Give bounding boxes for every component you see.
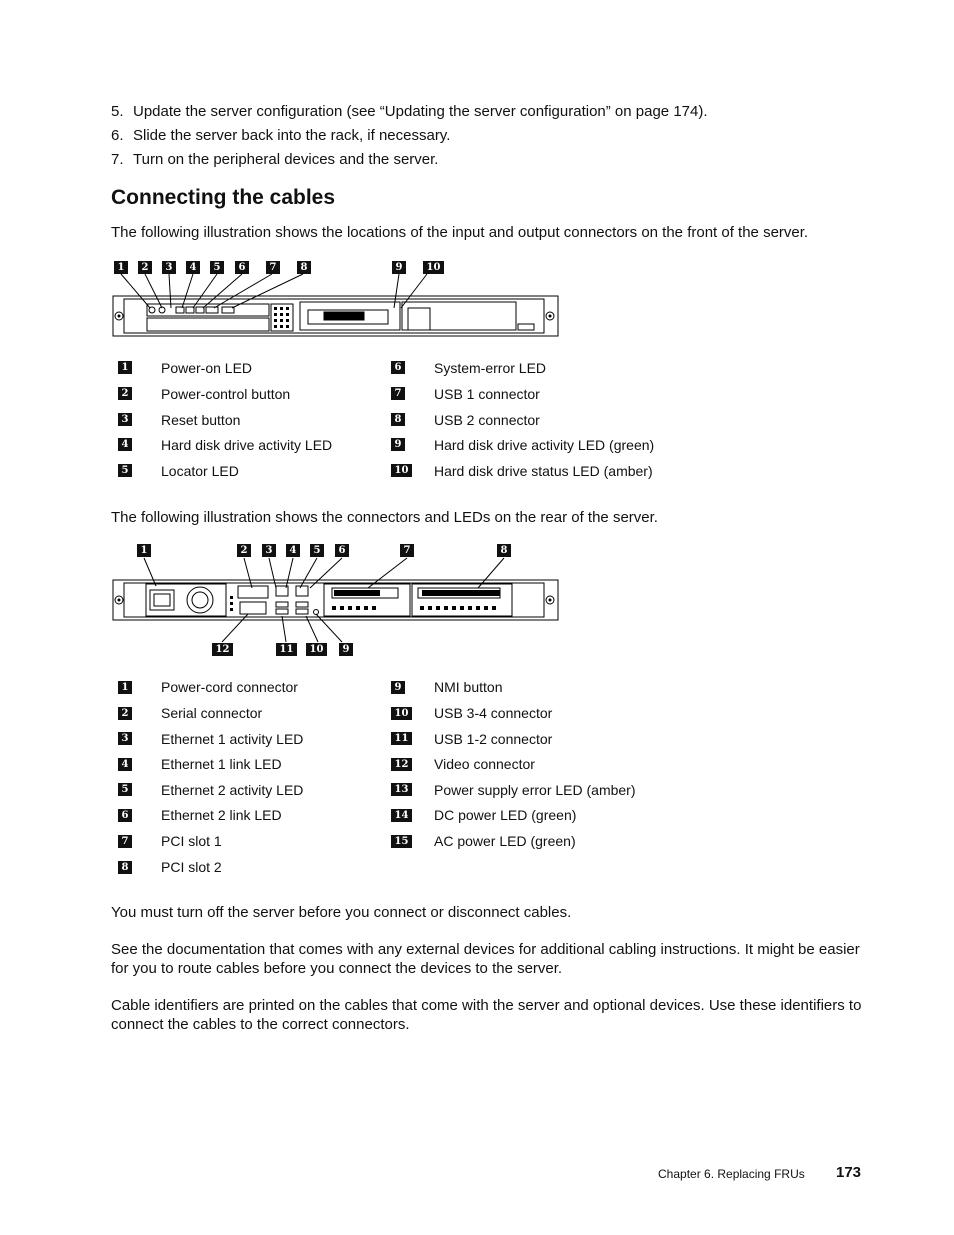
- rear-callout-6: 6: [335, 544, 349, 557]
- front-legend-label: Power-on LED: [161, 360, 253, 376]
- front-legend-badge: 9: [391, 438, 405, 451]
- front-callout-7: 7: [266, 261, 280, 274]
- rear-callout-5: 5: [310, 544, 324, 557]
- rear-callout-4: 4: [286, 544, 300, 557]
- rear-legend-label: NMI button: [434, 679, 503, 695]
- rear-legend-badge: 8: [118, 861, 132, 874]
- rear-legend-label: Power supply error LED (amber): [434, 782, 636, 798]
- rear-callout-12: 12: [212, 643, 233, 656]
- rear-legend-label: Video connector: [434, 756, 535, 772]
- front-callout-5: 5: [210, 261, 224, 274]
- front-legend-badge: 4: [118, 438, 132, 451]
- front-callout-2: 2: [138, 261, 152, 274]
- paragraph-turn-off: You must turn off the server before you connect or disconnect cables.: [111, 904, 572, 921]
- rear-legend-label: Ethernet 1 link LED: [161, 756, 282, 772]
- front-legend-badge: 6: [391, 361, 405, 374]
- front-callout-1: 1: [114, 261, 128, 274]
- rear-callout-9: 9: [339, 643, 353, 656]
- front-legend-label: Hard disk drive status LED (amber): [434, 463, 653, 479]
- rear-callout-2: 2: [237, 544, 251, 557]
- rear-legend-label: Ethernet 1 activity LED: [161, 731, 304, 747]
- rear-panel-illustration: [110, 556, 562, 644]
- rear-legend-badge: 7: [118, 835, 132, 848]
- step-7: 7. Turn on the peripheral devices and the server.: [111, 151, 439, 168]
- rear-legend-label: Power-cord connector: [161, 679, 298, 695]
- front-callout-10: 10: [423, 261, 444, 274]
- intro-front: The following illustration shows the locations of the input and output connectors on the front of the server.: [111, 224, 809, 241]
- front-callout-4: 4: [186, 261, 200, 274]
- rear-legend-badge: 11: [391, 732, 412, 745]
- paragraph-documentation: See the documentation that comes with any external devices for additional cabling instructions. It might be easier for you to route cables before you connect the devices to the server.: [111, 941, 860, 977]
- rear-legend-badge: 1: [118, 681, 132, 694]
- rear-legend-label: Serial connector: [161, 705, 263, 721]
- front-legend-badge: 3: [118, 413, 132, 426]
- rear-callout-1: 1: [137, 544, 151, 557]
- rear-legend-badge: 10: [391, 707, 412, 720]
- rear-callout-10: 10: [306, 643, 327, 656]
- rear-legend-badge: 15: [391, 835, 412, 848]
- section-heading: Connecting the cables: [111, 186, 336, 209]
- front-legend-label: USB 1 connector: [434, 386, 540, 402]
- rear-legend-badge: 9: [391, 681, 405, 694]
- step-5: 5. Update the server configuration (see “Updating the server configuration” on page 174).: [111, 103, 708, 120]
- rear-legend-badge: 12: [391, 758, 412, 771]
- rear-legend-label: USB 1-2 connector: [434, 731, 553, 747]
- rear-callout-11: 11: [276, 643, 297, 656]
- front-legend-label: Reset button: [161, 412, 241, 428]
- rear-legend-badge: 14: [391, 809, 412, 822]
- rear-legend-badge: 2: [118, 707, 132, 720]
- front-legend-label: Power-control button: [161, 386, 291, 402]
- front-legend-label: Locator LED: [161, 463, 239, 479]
- front-legend-badge: 2: [118, 387, 132, 400]
- front-legend-badge: 5: [118, 464, 132, 477]
- rear-legend-badge: 6: [118, 809, 132, 822]
- front-legend-badge: 8: [391, 413, 405, 426]
- rear-callout-3: 3: [262, 544, 276, 557]
- front-legend-badge: 1: [118, 361, 132, 374]
- front-callout-8: 8: [297, 261, 311, 274]
- step-6: 6. Slide the server back into the rack, if necessary.: [111, 127, 451, 144]
- front-callout-6: 6: [235, 261, 249, 274]
- front-legend-label: USB 2 connector: [434, 412, 540, 428]
- rear-legend-label: AC power LED (green): [434, 833, 576, 849]
- paragraph-cable-identifiers: Cable identifiers are printed on the cables that come with the server and optional devices. Use these identifiers to connect the cables to the correct connectors.: [111, 997, 862, 1033]
- rear-callout-8: 8: [497, 544, 511, 557]
- front-panel-illustration: [110, 272, 562, 340]
- rear-legend-label: DC power LED (green): [434, 807, 577, 823]
- rear-legend-badge: 13: [391, 783, 412, 796]
- rear-legend-label: Ethernet 2 activity LED: [161, 782, 304, 798]
- page-number: 173: [836, 1164, 862, 1181]
- rear-legend-label: USB 3-4 connector: [434, 705, 553, 721]
- front-callout-9: 9: [392, 261, 406, 274]
- front-legend-label: Hard disk drive activity LED: [161, 437, 333, 453]
- footer-chapter: Chapter 6. Replacing FRUs: [658, 1167, 805, 1181]
- rear-legend-label: Ethernet 2 link LED: [161, 807, 282, 823]
- front-callout-3: 3: [162, 261, 176, 274]
- front-legend-label: Hard disk drive activity LED (green): [434, 437, 655, 453]
- intro-rear: The following illustration shows the connectors and LEDs on the rear of the server.: [111, 509, 658, 526]
- front-legend-badge: 10: [391, 464, 412, 477]
- rear-legend-badge: 4: [118, 758, 132, 771]
- front-legend-label: System-error LED: [434, 360, 547, 376]
- rear-callout-7: 7: [400, 544, 414, 557]
- rear-legend-label: PCI slot 1: [161, 833, 222, 849]
- rear-legend-label: PCI slot 2: [161, 859, 222, 875]
- rear-legend-badge: 5: [118, 783, 132, 796]
- rear-legend-badge: 3: [118, 732, 132, 745]
- front-legend-badge: 7: [391, 387, 405, 400]
